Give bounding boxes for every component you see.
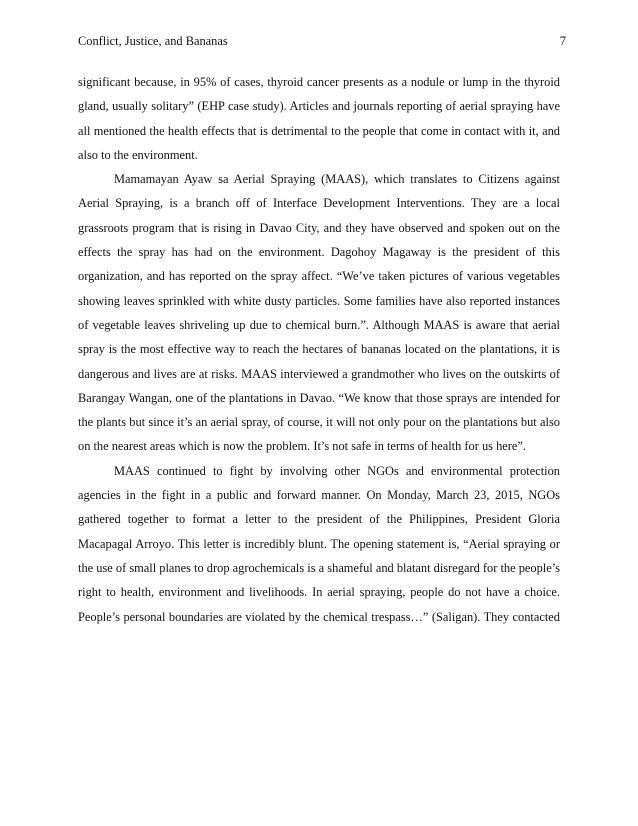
paragraph (78, 459, 560, 629)
text-line: all mentioned the health effects that is detrimental to the people that come in contact with it, and (78, 123, 560, 138)
text-line: on the nearest areas which is now the problem. It’s not safe in terms of health for us here”. (78, 439, 526, 454)
text-line: also to the environment. (78, 147, 198, 162)
page-number: 7 (559, 34, 566, 48)
text-line: Macapagal Arroyo. This letter is incredibly blunt. The opening statement is, “Aerial spraying or (78, 536, 560, 551)
running-header (78, 34, 566, 52)
paragraph (78, 167, 560, 459)
paragraph (78, 70, 560, 167)
text-line: Mamamayan Ayaw sa Aerial Spraying (MAAS), which translates to Citizens against (114, 172, 560, 187)
text-line: Barangay Wangan, one of the plantations in Davao. “We know that those sprays are intended for (78, 390, 560, 405)
text-line: Aerial Spraying, is a branch off of Interface Development Interventions. They are a local (78, 196, 560, 211)
text-line: grassroots program that is rising in Davao City, and they have observed and spoken out on the (78, 220, 560, 235)
running-head-title: Conflict, Justice, and Bananas (78, 34, 228, 48)
text-line: showing leaves sprinkled with white dusty particles. Some families have also reported instances (78, 293, 560, 308)
text-line: gland, usually solitary” (EHP case study). Articles and journals reporting of aerial spraying have (78, 99, 560, 114)
text-line: People’s personal boundaries are violated by the chemical trespass…” (Saligan). They contacted (78, 609, 560, 624)
text-line: dangerous and lives are at risks. MAAS interviewed a grandmother who lives on the outskirts of (78, 366, 560, 381)
text-line: right to health, environment and livelihoods. In aerial spraying, people do not have a choice. (78, 585, 560, 600)
text-line: the use of small planes to drop agrochemicals is a shameful and blatant disregard for the people’s (78, 560, 560, 575)
text-line: significant because, in 95% of cases, thyroid cancer presents as a nodule or lump in the thyroid (78, 75, 560, 89)
text-line: of vegetable leaves shriveling up due to chemical burn.”. Although MAAS is aware that aerial (78, 317, 560, 332)
text-line: MAAS continued to fight by involving other NGOs and environmental protection (114, 463, 560, 478)
text-line: gathered together to format a letter to the president of the Philippines, President Gloria (78, 512, 560, 527)
text-line: organization, and has reported on the spray affect. “We’ve taken pictures of various vegetables (78, 269, 560, 284)
text-line: spray is the most effective way to reach the hectares of bananas located on the plantations, it is (78, 342, 560, 357)
text-line: agencies in the fight in a public and forward manner. On Monday, March 23, 2015, NGOs (78, 488, 560, 503)
text-line: the plants but since it’s an aerial spray, of course, it will not only pour on the plantations but also (78, 415, 560, 430)
text-line: effects the spray has had on the environment. Dagohoy Magaway is the president of this (78, 245, 560, 260)
document-body (78, 70, 560, 629)
